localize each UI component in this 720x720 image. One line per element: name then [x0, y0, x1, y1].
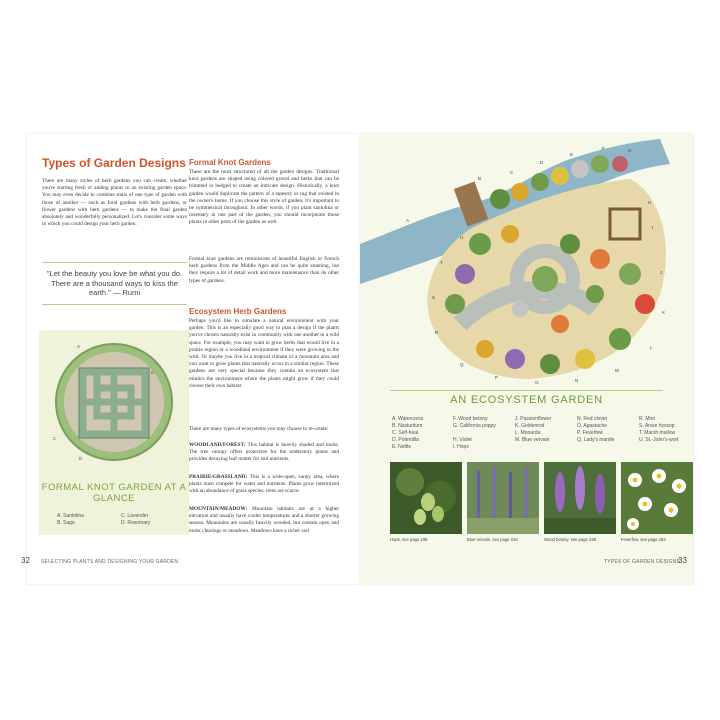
knot-legend-d: D. Rosemary — [121, 520, 151, 526]
eco-legend-l: L. Monarda — [515, 430, 541, 436]
illustration-letter-o: O — [535, 380, 539, 385]
knot-callout-d: D — [79, 456, 83, 461]
knot-garden-title: FORMAL KNOT GARDEN AT A GLANCE — [41, 482, 187, 504]
illustration-letter-d: D — [540, 160, 544, 165]
eco-legend-i: I. Hops — [453, 444, 469, 450]
illustration-letter-a: A — [406, 218, 410, 223]
page-title: Types of Garden Designs — [42, 156, 186, 170]
eco-legend-e: E. Nettle — [392, 444, 412, 450]
eco-legend-u: U. St.-John's-wort — [639, 437, 679, 443]
eco-legend-m: M. Blue vervain — [515, 437, 550, 443]
illustration-letter-l: L — [650, 345, 653, 350]
eco-legend-r: R. Mint — [639, 416, 655, 422]
illustration-letter-j: J — [660, 270, 663, 275]
illustration-letter-p: P — [495, 375, 499, 380]
mountain-entry — [189, 506, 339, 535]
ecosystem-garden-illustration — [360, 134, 693, 390]
knot-callout-b: B — [151, 370, 155, 375]
photo-hops — [390, 462, 462, 534]
eco-legend-q: Q. Lady's mantle — [577, 437, 615, 443]
caption-feverfew: Feverfew, see page 182 — [621, 537, 666, 542]
eco-legend-j: J. Passionflower — [515, 416, 552, 422]
illustration-letter-i: I — [652, 225, 654, 230]
illustration-letter-k: K — [662, 310, 666, 315]
illustration-letter-r: R — [435, 330, 439, 335]
right-page — [360, 134, 693, 584]
illustration-letter-t: T — [440, 260, 443, 265]
illustration-letter-c: C — [510, 170, 514, 175]
eco-legend-d: D. Potentilla — [392, 437, 419, 443]
woodland-text: This habitat is heavily shaded and moist. The tree canopy offers protection for the understory plants and provides decaying leaf matter for soil nutrients. — [189, 442, 339, 463]
footer-right: TYPES OF GARDEN DESIGNS — [604, 559, 681, 565]
prairie-text: This is a wide-open, sunny area, where plants must compete for water and nutrients. Plants grow intermixed with an abundance of grass species; trees are scarce. — [189, 474, 339, 495]
ecosystem-paragraph-1: Perhaps you'd like to simulate a natural environment with your garden. This is an especially good way to plan a design if the plants you've chosen naturally exist in community with one another in a wild space. For example, you may want to grow herbs that would live in a prairie region or a woodland environment if they were growing in the wild. Or maybe you live in a tropical climate or a mountain area and you want to grow plants that naturally occur in a similar region. These gardens are very special because they contain an ecosystem that mimics the environment where the plants might grow if they could choose their own habitat. — [189, 318, 339, 389]
knot-legend-c: C. Lavender — [121, 513, 149, 519]
knot-legend-b: B. Sage — [57, 520, 75, 526]
illustration-letter-n: N — [575, 378, 579, 383]
illustration-letter-b: B — [478, 176, 482, 181]
left-page — [21, 134, 360, 584]
knot-garden-box — [39, 330, 189, 535]
illustration-letter-g: G — [628, 148, 632, 153]
eco-legend-h: H. Violet — [453, 437, 472, 443]
illustration-letter-m: M — [615, 368, 619, 373]
mountain-label: MOUNTAIN/MEADOW: — [189, 506, 248, 512]
eco-legend-b: B. Nasturtium — [392, 423, 423, 429]
caption-hops: Hops, see page 198 — [390, 537, 428, 542]
ecosystem-paragraph-2: There are many types of ecosystems you may choose to re-create: — [189, 426, 329, 432]
photo-wood-betony — [544, 462, 616, 534]
intro-paragraph: There are many styles of herb gardens you can create, whether you're starting fresh or adding plants to an existing garden space. You may even decide to combine traits of one type of garden with those of another — such as food gardens with herb gardens, or flower gardens with herb gardens — to make the final garden absolutely and wonderfully personalized. Let's consider some ways in which you could design your herb garden. — [42, 178, 187, 228]
woodland-entry — [189, 442, 339, 464]
formal-knot-heading: Formal Knot Gardens — [189, 158, 271, 167]
formal-knot-paragraph-1: These are the most structured of all the garden designs. Traditional knot gardens are shaped using colored gravel and herbs that can be trimmed or hedged to create an intricate design. Historically, a knot garden would duplicate the pattern of a tapestry or rug that existed in the owner's home. If you choose this style of garden, it's important to be symmetrical throughout. In other words, if you plant santolina or rosemary in one part of the garden, you should incorporate those plants in other parts of the garden as well. — [189, 169, 339, 226]
footer-left: SELECTING PLANTS AND DESIGNING YOUR GARDEN — [41, 559, 179, 565]
caption-wood-betony: Wood betony, see page 238 — [544, 537, 596, 542]
knot-callout-c: C — [53, 436, 57, 441]
eco-legend-s: S. Anise hyssop — [639, 423, 675, 429]
illustration-letter-h: H — [648, 200, 652, 205]
eco-legend-n: N. Red clover — [577, 416, 608, 422]
prairie-entry — [189, 474, 339, 496]
page-number-right: 33 — [678, 556, 687, 565]
woodland-label: WOODLAND/FOREST: — [189, 442, 246, 448]
eco-legend-a: A. Watercress — [392, 416, 424, 422]
caption-blue-vervain: Blue vervain, see page 234 — [467, 537, 518, 542]
eco-legend-f: F. Wood betony — [453, 416, 488, 422]
knot-callout-a: A — [77, 344, 81, 349]
illustration-letter-e: E — [570, 152, 574, 157]
knot-legend-a: A. Santolina — [57, 513, 84, 519]
illustration-letter-q: Q — [460, 362, 464, 367]
prairie-label: PRAIRIE/GRASSLAND: — [189, 474, 248, 480]
illustration-letter-u: U — [460, 235, 464, 240]
illustration-letter-s: S — [432, 295, 436, 300]
photo-blue-vervain — [467, 462, 539, 534]
ecosystem-garden-title: AN ECOSYSTEM GARDEN — [390, 390, 663, 406]
mountain-text: Mountain habitats are at a higher elevation and usually have cooler temperatures and a shorter growing season. Mountains are usually heavily wooded, but contain open and moist clearings or meadows. Meadows have a richer soil — [189, 506, 339, 534]
illustration-letter-f: F — [602, 146, 605, 151]
eco-legend-t: T. Marsh mallow — [639, 430, 676, 436]
ecosystem-heading: Ecosystem Herb Gardens — [189, 307, 287, 316]
eco-legend-k: K. Goldenrod — [515, 423, 545, 429]
knot-garden-illustration — [39, 330, 189, 480]
photo-feverfew — [621, 462, 693, 534]
rumi-quote: "Let the beauty you love be what you do. There are a thousand ways to kiss the earth." — Rumi — [42, 262, 187, 305]
eco-legend-p: P. Feverfew — [577, 430, 604, 436]
eco-legend-g: G. California poppy — [453, 423, 496, 429]
eco-legend-o: O. Agastache — [577, 423, 608, 429]
eco-legend-c: C. Self-heal — [392, 430, 419, 436]
page-number-left: 32 — [21, 556, 30, 565]
formal-knot-paragraph-2: Formal knot gardens are reminiscent of beautiful English or French herb gardens from the Middle Ages and can be quite stunning, but they require a lot of detail work and more maintenance than do other types of gardens. — [189, 256, 339, 284]
